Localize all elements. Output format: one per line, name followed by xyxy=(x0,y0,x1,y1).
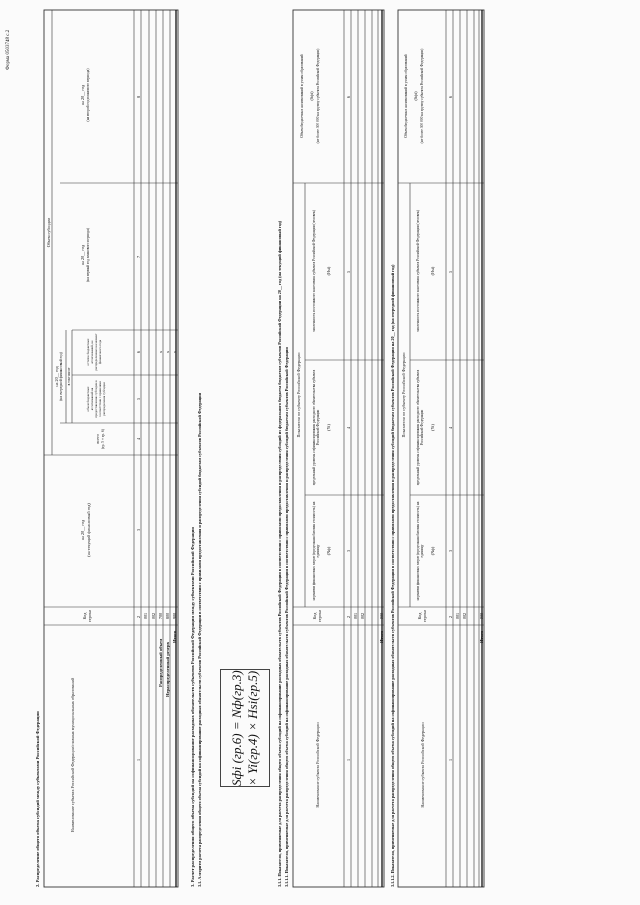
distribution-formula: Sфi (гр.6) = Nф(гр.3) × Yi(гр.4) × Hsi(гр.5) xyxy=(220,669,270,787)
t2-head-code: Код строки xyxy=(417,609,427,623)
t2-head-c6b: (Sфi) xyxy=(413,91,418,101)
s2-head-plan2-sub: (на второй год планового периода) xyxy=(86,68,90,122)
s2-row-code: 800 xyxy=(165,612,170,620)
section3-title: 3. Расчет распределения общего объема субсидий на софинансирование расходных обязательств субъектов Российской Федерации между субъектами Российской Федерации xyxy=(190,527,195,887)
t1-total-label: Итого xyxy=(379,630,384,643)
t1-head-c4: предельный уровень софинансирования расходного обязательства субъекта Российской Федерации xyxy=(312,369,321,486)
t1-head-c6b: (Sфi) xyxy=(309,91,314,101)
section3-1-1-2-title: 3.1.1.2. Показатели, применяемые для расчета распределения общего объема субсидий на софинансирование расходных обязательств субъектов Российской Федерации в соответствии с правилами предоставления и распределения субсидий бюджетам субъектов Российской Федерации на 20__ год (на очередной финансовый год) xyxy=(390,264,395,887)
t1-head-code: Код строки xyxy=(312,609,322,623)
t1-colnum: 4 xyxy=(346,426,351,430)
t2-row-code: 002 xyxy=(462,612,467,620)
s2-row-code: 001 xyxy=(143,612,148,620)
s2-head-code: Код строки xyxy=(82,609,92,623)
t2-head-indicators: Показатели по субъекту Российской Федерации xyxy=(401,352,406,438)
t1-head-name: Наименование субъекта Российской Федерации xyxy=(315,722,320,808)
s2-colnum: 6 xyxy=(136,350,141,354)
t2-colnum: 3 xyxy=(448,549,453,553)
t1-head-c4b: (Yi) xyxy=(326,424,331,431)
t2-colnum: 2 xyxy=(448,615,453,619)
t2-head-c6c: (не более 300 000 на группу субъекта Российской Федерации) xyxy=(420,48,424,144)
s2-head-incl: в том числе xyxy=(67,367,71,386)
s2-x-mark: х xyxy=(165,350,170,354)
section2-title: 2. Распределение общего объема субсидий между субъектами Российской Федерации xyxy=(35,711,40,887)
s2-head-next-year: на 20__ год xyxy=(54,366,59,387)
s2-colnum: 2 xyxy=(136,615,141,619)
t1-colnum: 6 xyxy=(346,95,351,99)
t1-head-c5b: (Hsi) xyxy=(326,266,331,276)
s2-head-total: всего xyxy=(95,434,100,444)
t1-head-c6c: (не более 300 000 на группу субъекта Российской Федерации) xyxy=(316,48,320,144)
s2-colnum: 1 xyxy=(136,758,141,762)
t2-head-c5: численность постоянного населения субъекта Российской Федерации (человек) xyxy=(416,210,420,332)
s2-head-distributed: объем бюджетных ассигнований на предоставление субсидии в соответствии с правилами распределения субсидии xyxy=(86,380,106,418)
t2-total-label: Итого xyxy=(479,630,484,643)
s2-head-volume: Объем субсидии xyxy=(46,217,51,248)
t2-head-name: Наименование субъекта Российской Федерации xyxy=(420,722,425,808)
t1-row-code: 002 xyxy=(360,612,365,620)
t1-head-c6: Объем бюджетных ассигнований в узлам образований xyxy=(300,54,304,138)
s2-colnum: 4 xyxy=(136,437,141,441)
s2-row-code: 700 xyxy=(158,612,163,620)
s2-head-total-sub: (гр. 5 + гр. 6) xyxy=(101,429,105,449)
s2-head-cur-year-sub: (на текущий финансовый год) xyxy=(86,503,91,557)
s2-row-code: 002 xyxy=(151,612,156,620)
s2-head-plan1: на 20__ год xyxy=(80,244,85,266)
t1-head-c5: численность постоянного населения субъекта Российской Федерации (человек) xyxy=(312,210,316,332)
t1-head-c3b: (Nф) xyxy=(326,546,331,556)
section3-1-1-1-title: 3.1.1.1. Показатели, применяемые для расчета распределения общего объема субсидий на софинансирование расходных обязательств субъектов Российской Федерации в соответствии с правилами предоставления и распределения субсидий бюджетам субъектов Российской Федерации xyxy=(284,347,289,887)
form-number: Форма 0503748 с.2 xyxy=(6,29,11,70)
t1-colnum: 1 xyxy=(346,758,351,762)
t2-row-code: 001 xyxy=(455,612,460,620)
section3-1-title: 3.1. Алгоритм расчета распределения общего объема субсидий на софинансирование расходных обязательств субъектов Российской Федерации в соответствии с правилами предоставления и распределения субсидий бюджетам субъектов Российской Федерации xyxy=(197,393,202,887)
t1-row-code: 900 xyxy=(379,612,384,620)
s2-colnum: 7 xyxy=(136,255,141,259)
t2-head-c4b: (Yi) xyxy=(430,424,435,431)
t2-colnum: 5 xyxy=(448,270,453,274)
s2-summary-distributed: Распределенный объем xyxy=(158,638,163,687)
s2-colnum: 5 xyxy=(136,397,141,401)
s2-colnum: 8 xyxy=(136,95,141,99)
s2-head-next-year-sub: (на очередной финансовый год) xyxy=(59,352,63,401)
t2-head-c4: предельный уровень софинансирования расходного обязательства субъекта Российской Федерации xyxy=(416,369,425,486)
s2-head-plan1-sub: (на первый год планового периода) xyxy=(86,228,90,282)
t2-head-c6: Объем бюджетных ассигнований в узлам образований xyxy=(404,54,408,138)
t2-head-c3b: (Nф) xyxy=(430,546,435,556)
t1-row-code: 001 xyxy=(353,612,358,620)
s2-head-plan2: на 20__ год xyxy=(80,84,85,106)
s2-head-reserve: остаток бюджетных ассигнований, не распределенных на момент финансового года xyxy=(86,333,102,371)
s2-colnum: 3 xyxy=(136,528,141,532)
s2-head-name: Наименование субъекта Российской Федерации/главных муниципальных образований xyxy=(70,677,75,833)
section3-1-1-title: 3.1.1. Показатели, применяемые для расчета распределения общего объема субсидий на софинансирование расходных обязательств субъектов Российской Федерации в соответствии с правилами предоставления и распределения субсидий из федерального бюджета бюджетам субъектов Российской Федерации на 20__ год (на текущий финансовый год) xyxy=(277,220,282,887)
t2-row-code: 900 xyxy=(479,612,484,620)
s2-summary-total: Итого xyxy=(172,630,177,643)
t1-head-indicators: Показатели по субъекту Российской Федерации xyxy=(296,352,301,438)
t2-head-c5b: (Hsi) xyxy=(430,266,435,276)
s2-summary-reserve: Нераспределенный резерв xyxy=(165,642,170,697)
t2-colnum: 1 xyxy=(448,758,453,762)
t2-colnum: 6 xyxy=(448,95,453,99)
t2-colnum: 4 xyxy=(448,426,453,430)
s2-x-mark: х xyxy=(172,350,177,354)
s2-x-mark: х xyxy=(158,350,163,354)
s2-head-cur-year: на 20__ год xyxy=(80,519,85,541)
t1-head-c3: норматив финансовых затрат (предельная базовая стоимость) на единицу xyxy=(312,501,321,601)
t1-colnum: 5 xyxy=(346,270,351,274)
t1-colnum: 2 xyxy=(346,615,351,619)
t2-head-c3: норматив финансовых затрат (предельная базовая стоимость) на единицу xyxy=(416,501,425,601)
s2-row-code: 900 xyxy=(172,612,177,620)
t1-colnum: 3 xyxy=(346,549,351,553)
